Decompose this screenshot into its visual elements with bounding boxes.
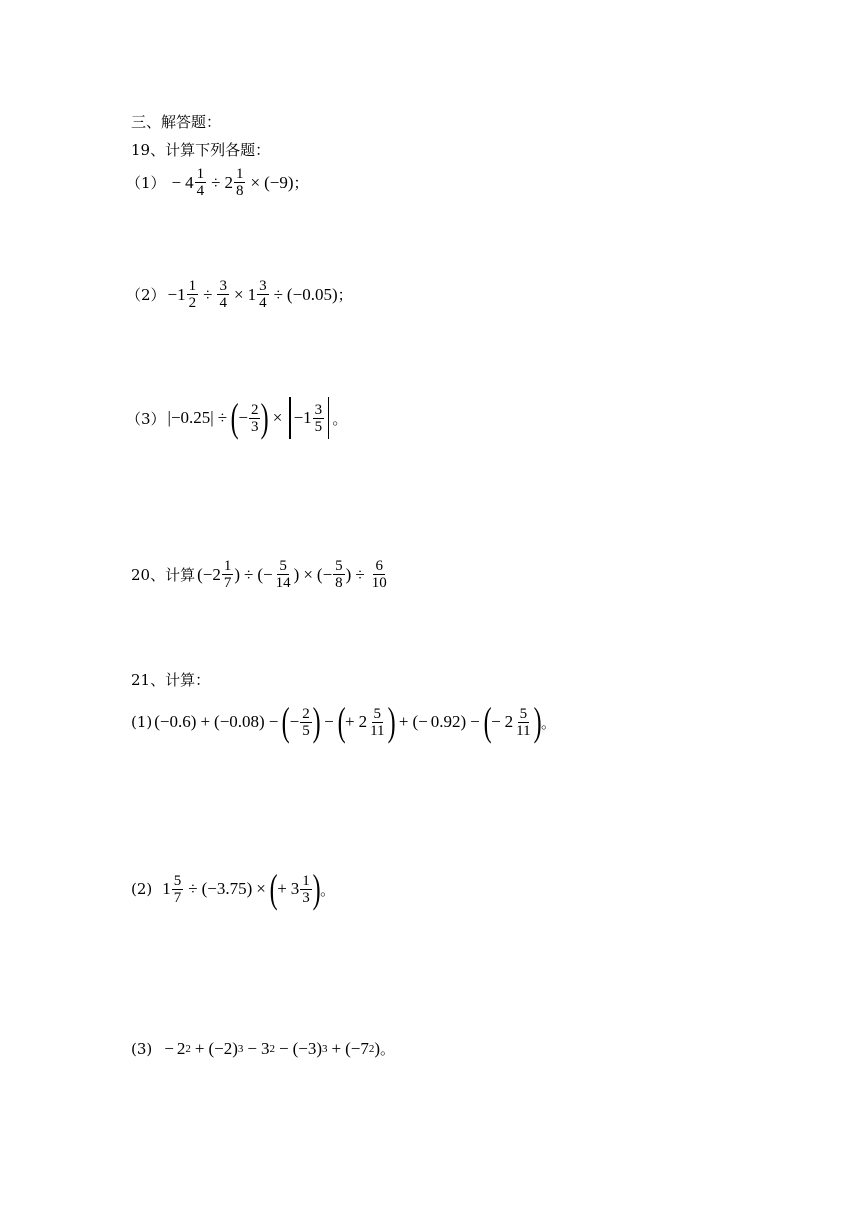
fraction: $\frac{2}{3}$ [250, 401, 259, 435]
part-label: (2) [131, 880, 153, 898]
question-21-title: 21、计算： [131, 671, 211, 689]
expression: ( − 2 $\frac{1}{7}$ ) ÷ ( − $\frac{5}{14}$ ) × ( − $\frac{5}{8}$ ) ÷ $\frac{6}{10}$ [197, 558, 387, 591]
q19-part3: （3） | − 0.25 | ÷ ( − $\frac{2}{3}$ ) × − 1 $\frac{3}{5}$ 。 [126, 395, 348, 440]
expression: − 1 $\frac{1}{2}$ ÷ $\frac{3}{4}$ × 1 $\frac{3}{4}$ ÷ ( − 0.05 ) [167, 278, 338, 311]
part-label: （2） [126, 286, 166, 304]
q19-part2: （2） − 1 $\frac{1}{2}$ ÷ $\frac{3}{4}$ × 1 $\frac{3}{4}$ ÷ ( − 0.05 ) ； [126, 278, 353, 311]
question-20-title: 20、计算 [131, 566, 196, 584]
q21-part3: (3) − 2 2 + ( − 2 ) 3 − 3 2 − ( − 3 ) 3 + ( − 7 2 ) 。 [131, 1038, 396, 1058]
q19-part1: （1） − 4 $\frac{1}{4}$ ÷ 2 $\frac{1}{8}$ × ( − 9 ) ； [126, 166, 309, 199]
fraction: $\frac{5}{7}$ [173, 872, 182, 906]
fraction: $\frac{1}{8}$ [235, 166, 244, 199]
fraction: $\frac{1}{7}$ [223, 558, 232, 591]
fraction: $\frac{1}{4}$ [196, 166, 205, 199]
question-19-title: 19、计算下列各题： [131, 141, 271, 159]
fraction: $\frac{6}{10}$ [371, 558, 387, 591]
fraction: $\frac{1}{3}$ [302, 872, 310, 906]
expression: − 2 2 + ( − 2 ) 3 − 3 2 − ( − 3 ) 3 + ( − 7 2 ) [164, 1038, 381, 1058]
question-20 [131, 558, 390, 591]
q21-part1: (1) ( − 0.6 ) + ( − 0.08 ) − ( − $\frac{2}{5}$ ) − ( + 2 $\frac{5}{11}$ ) + ( − 0.92 ) − ( − 2 $\frac{5}{11}$ ) 。 [131, 699, 556, 744]
fraction: $\frac{5}{14}$ [275, 558, 291, 591]
fraction: $\frac{2}{5}$ [302, 705, 310, 739]
q21-part2: (2) 1 $\frac{5}{7}$ ÷ ( − 3.75 ) × ( + 3 $\frac{1}{3}$ ) 。 [131, 866, 336, 911]
expression: − 4 $\frac{1}{4}$ ÷ 2 $\frac{1}{8}$ × ( − 9 ) [171, 166, 294, 199]
fraction: $\frac{1}{2}$ [188, 278, 197, 311]
part-label: (3) [131, 1039, 153, 1058]
expression: | − 0.25 | ÷ ( − $\frac{2}{3}$ ) × − 1 $\frac{3}{5}$ [168, 397, 333, 439]
expression: 1 $\frac{5}{7}$ ÷ ( − 3.75 ) × ( + 3 $\frac{1}{3}$ ) [162, 866, 321, 911]
fraction: $\frac{5}{8}$ [335, 558, 343, 591]
fraction: $\frac{3}{4}$ [219, 278, 227, 311]
fraction: $\frac{3}{4}$ [259, 278, 267, 311]
part-label: （1） [126, 174, 166, 192]
fraction: $\frac{5}{11}$ [516, 705, 531, 739]
part-label: （3） [126, 409, 166, 428]
fraction: $\frac{3}{5}$ [314, 401, 323, 435]
fraction: $\frac{5}{11}$ [370, 705, 385, 739]
expression: ( − 0.6 ) + ( − 0.08 ) − ( − $\frac{2}{5}$ ) − ( + 2 $\frac{5}{11}$ ) + ( − 0.92 ) − ( − 2 $\frac{5}{11}$ ) [154, 699, 542, 744]
section-heading: 三、解答题： [131, 113, 222, 131]
part-label: (1) [131, 713, 153, 731]
